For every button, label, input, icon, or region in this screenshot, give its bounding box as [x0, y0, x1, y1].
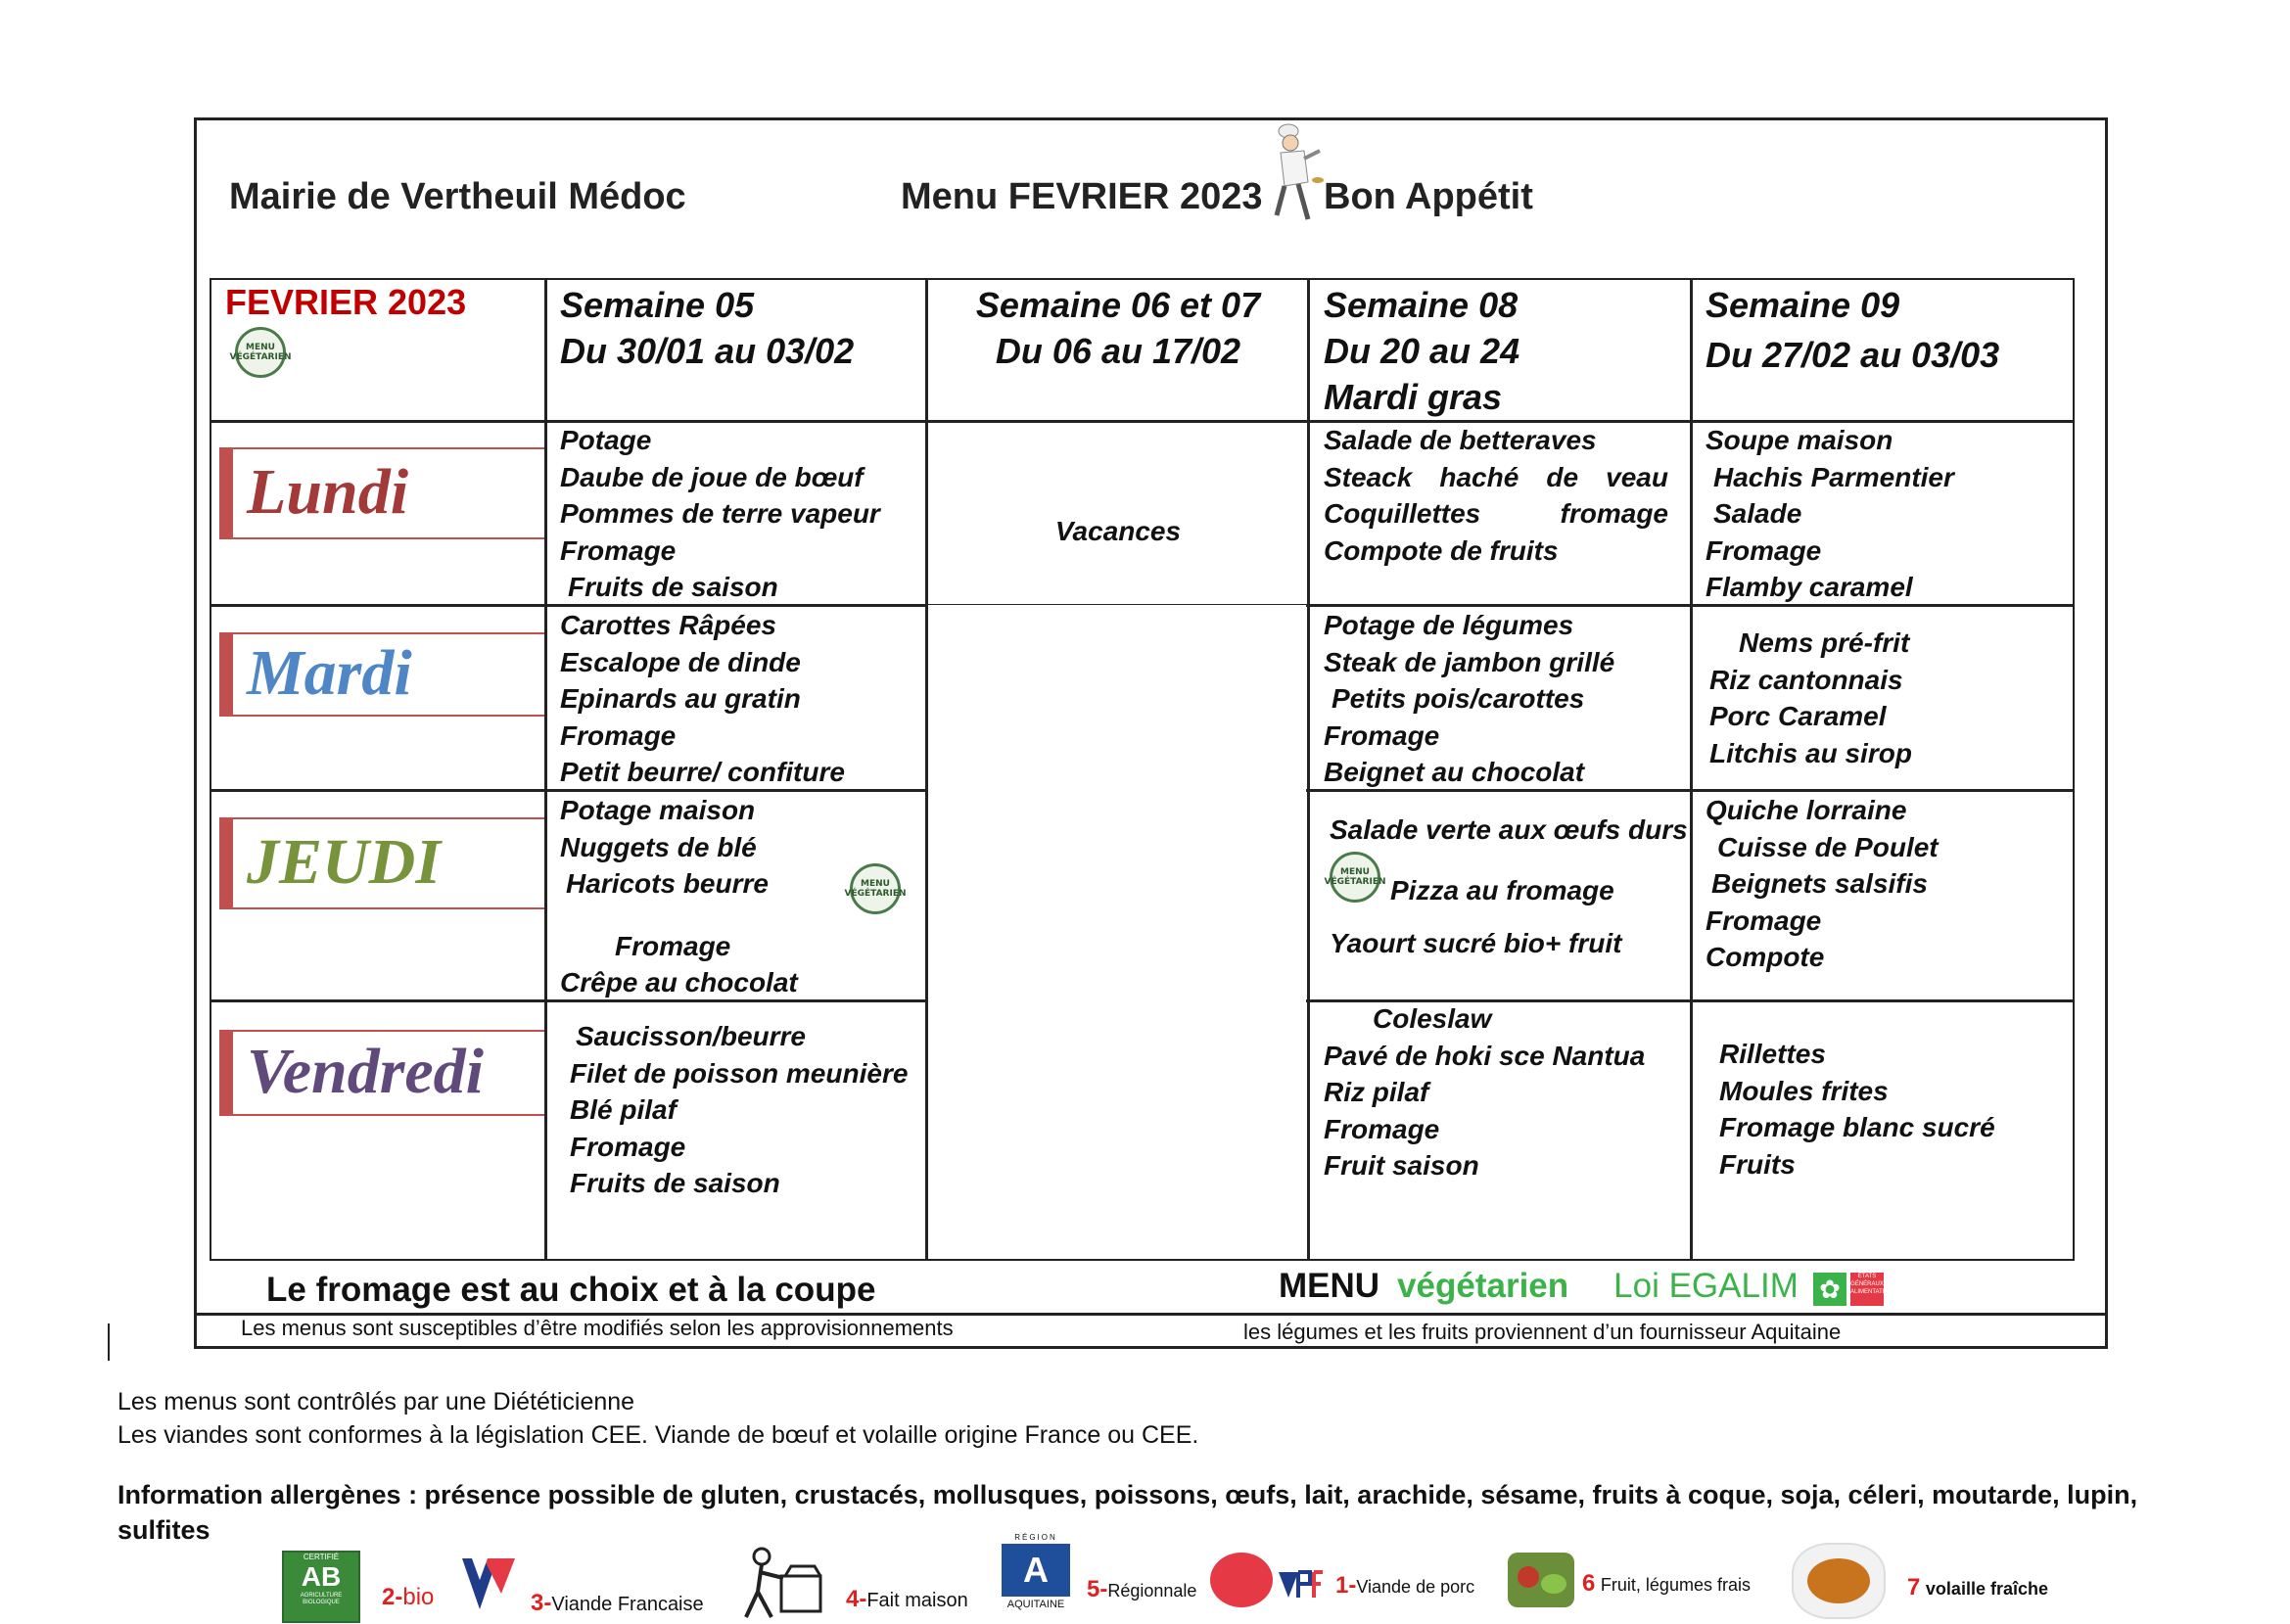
- day-label-vendredi: Vendredi: [219, 1030, 544, 1116]
- label-rouge-logo: [1210, 1553, 1273, 1607]
- day-label-lundi: Lundi: [219, 447, 544, 539]
- footer-left: Les menus sont susceptibles d’être modifiés selon les approvisionnements: [241, 1316, 954, 1340]
- week-08-title: Semaine 08 Du 20 au 24 Mardi gras: [1324, 285, 1520, 417]
- egalim-flower-icon: ✿: [1813, 1273, 1846, 1306]
- menu-lundi-s08: Salade de betteraves Steack haché de veau Coquillettes fromage Compote de fruits: [1324, 425, 1668, 566]
- legend-bio: 2-bio: [382, 1584, 435, 1610]
- vegetarian-stamp-icon: MENU VÉGÉTARIEN: [1330, 852, 1380, 903]
- menu-jeudi-s05: Potage maison Nuggets de blé Haricots beurre Fromage Crêpe au chocolat: [560, 795, 798, 998]
- allergens-note: Information allergènes : présence possible de gluten, crustacés, mollusques, poissons, œufs, lait, arachide, sésame, fruits à coque, soja, céleri, moutarde, lupin,: [117, 1480, 2138, 1509]
- menu-title: Menu FEVRIER 2023: [901, 176, 1263, 217]
- region-aquitaine-logo: RÉGION A AQUITAINE: [999, 1533, 1073, 1617]
- day-label-mardi: Mardi: [219, 632, 544, 717]
- meat-note: Les viandes sont conformes à la législation CEE. Viande de bœuf et volaille origine France ou CEE.: [117, 1421, 1199, 1449]
- margin-mark: [108, 1323, 110, 1361]
- menu-lundi-s05: Potage Daube de joue de bœuf Pommes de terre vapeur Fromage Fruits de saison: [560, 425, 880, 602]
- dietitian-note: Les menus sont contrôlés par une Diététicienne: [117, 1388, 635, 1415]
- menu-vendredi-s05: Saucisson/beurre Filet de poisson meunière Blé pilaf Fromage Fruits de saison: [570, 1021, 909, 1198]
- ab-bio-logo: CERTIFIÉ AB AGRICULTURE BIOLOGIQUE: [282, 1551, 360, 1623]
- fromage-note: Le fromage est au choix et à la coupe: [266, 1271, 876, 1309]
- vpf-logo: [1277, 1570, 1324, 1600]
- vacances-merge-gap: [928, 788, 1306, 794]
- menu-mardi-s05: Carottes Râpées Escalope de dinde Epinards au gratin Fromage Petit beurre/ confiture: [560, 610, 845, 787]
- vacances-merge-gap: [928, 998, 1306, 1004]
- legend-volaille: 7 volaille fraîche: [1907, 1574, 2048, 1601]
- fait-maison-icon: [732, 1545, 834, 1619]
- menu-lundi-s09: Soupe maison Hachis Parmentier Salade Fromage Flamby caramel: [1706, 425, 1954, 602]
- vacances-label: Vacances: [1054, 516, 1182, 546]
- menu-mardi-s08: Potage de légumes Steak de jambon grillé Petits pois/carottes Fromage Beignet au chocolat: [1324, 610, 1615, 787]
- footer-right: les légumes et les fruits proviennent d’un fournisseur Aquitaine: [1243, 1320, 1842, 1344]
- legend-viande-porc: 1-Viande de porc: [1335, 1572, 1475, 1599]
- menu-vendredi-s09: Rillettes Moules frites Fromage blanc sucré Fruits: [1719, 1039, 1995, 1180]
- steack-line: Steack haché de veau: [1324, 461, 1668, 492]
- legend-fait-maison: 4-Fait maison: [846, 1586, 968, 1612]
- grid-line: [925, 278, 928, 1261]
- bon-appetit: Bon Appétit: [1324, 176, 1533, 217]
- vegetarian-stamp-icon: MENU VÉGÉTARIEN: [850, 863, 901, 914]
- egalim-badge-icon: ÉTATS GÉNÉRAUX ALIMENTATION: [1850, 1273, 1884, 1306]
- roast-chicken-photo: [1792, 1543, 1886, 1619]
- chef-icon: [1269, 121, 1324, 231]
- vegetarian-stamp-icon: MENU VÉGÉTARIEN: [235, 327, 286, 378]
- allergens-note-2: sulfites: [117, 1515, 210, 1545]
- menu-mardi-s09: Nems pré-frit Riz cantonnais Porc Caramel Litchis au sirop: [1709, 627, 1912, 768]
- menu-jeudi-s08: Salade verte aux œufs durs Pizza au fromage Yaourt sucré bio+ fruit: [1330, 814, 1688, 958]
- week-06-07-title: Semaine 06 et 07 Du 06 au 17/02: [975, 285, 1261, 371]
- mairie-title: Mairie de Vertheuil Médoc: [229, 176, 686, 217]
- grid-line: [1307, 278, 1310, 1261]
- legend-viande-francaise: 3-Viande Francaise: [531, 1590, 704, 1616]
- vacances-merge-gap: [928, 605, 1306, 611]
- grid-line: [544, 278, 547, 1261]
- coquillettes-line: Coquillettes fromage: [1324, 498, 1668, 529]
- viande-francaise-logo: [458, 1554, 521, 1613]
- menu-vendredi-s08: Coleslaw Pavé de hoki sce Nantua Riz pilaf Fromage Fruit saison: [1324, 1003, 1646, 1181]
- corner-month-label: FEVRIER 2023: [225, 282, 467, 322]
- menu-jeudi-s09: Quiche lorraine Cuisse de Poulet Beignets salsifis Fromage Compote: [1706, 795, 1939, 972]
- week-05-title: Semaine 05 Du 30/01 au 03/02: [560, 285, 855, 371]
- grid-line: [1690, 278, 1693, 1261]
- fresh-vegetables-photo: [1508, 1553, 1574, 1607]
- legend-regionale: 5-Régionnale: [1087, 1576, 1197, 1602]
- legend-fruits-legumes: 6 Fruit, légumes frais: [1582, 1570, 1751, 1597]
- week-09-title: Semaine 09 Du 27/02 au 03/03: [1706, 285, 2000, 375]
- day-label-jeudi: JEUDI: [219, 817, 544, 909]
- menu-vegetarien-egalim: MENU végétarien Loi EGALIM: [1279, 1267, 1799, 1305]
